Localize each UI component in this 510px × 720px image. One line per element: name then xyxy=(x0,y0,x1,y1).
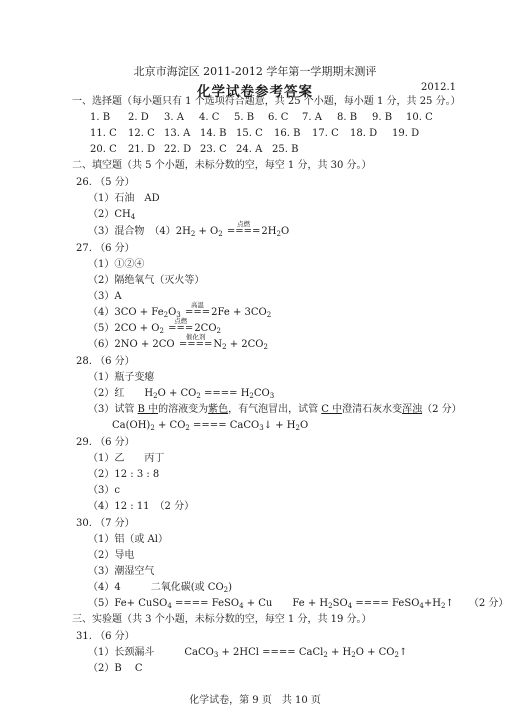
answer-item: 8. B xyxy=(337,112,358,123)
q30-line1: （1）铝（或 Al） xyxy=(88,534,168,545)
doc-date: 2012.1 xyxy=(421,82,456,93)
answer-item: 23. C xyxy=(200,144,227,155)
q26-line1: （1）石油 AD xyxy=(88,193,160,204)
q28-line1: （1）瓶子变瘪 xyxy=(88,372,155,383)
q28-line4: $Ca(OH)_2 + CO_2$ ==== CaCO$_3$↓ + $H_2O$ xyxy=(112,420,309,432)
q29-title: 29. （6 分） xyxy=(76,437,135,448)
answer-item: 4. C xyxy=(199,112,220,123)
q30-line2: （2）导电 xyxy=(88,550,135,561)
q27-line1: （1）①②④ xyxy=(88,259,145,270)
answer-item: 7. A xyxy=(302,112,322,123)
q28-line2: （2）红 $H_2O + CO_2$ ==== $H_2CO_3$ xyxy=(88,388,275,400)
q27-line3: （3）A xyxy=(88,291,122,302)
answer-item: 6. C xyxy=(268,112,289,123)
answer-item: 9. B xyxy=(372,112,393,123)
q29-line1: （1）乙 丙丁 xyxy=(88,453,165,464)
answer-item: 16. B xyxy=(274,128,301,139)
reaction-arrow: 点燃 === xyxy=(168,317,194,334)
answer-item: 12. C xyxy=(128,128,155,139)
answer-item: 21. D xyxy=(128,144,156,155)
answer-item: 24. A xyxy=(236,144,263,155)
answer-item: 15. C xyxy=(236,128,263,139)
page-footer: 化学试卷，第 9 页 共 10 页 xyxy=(189,695,321,706)
answer-item: 1. B xyxy=(90,112,111,123)
section3-heading: 三、实验题（共 3 个小题，未标分数的空，每空 1 分，共 19 分。） xyxy=(72,614,372,625)
answer-item: 14. B xyxy=(200,128,227,139)
answer-item: 3. A xyxy=(164,112,184,123)
q31-line2: （2）B C xyxy=(88,663,143,674)
reaction-arrow: 高温 === xyxy=(184,301,211,318)
answer-item: 22. D xyxy=(164,144,192,155)
q30-line5: （5）Fe+ CuSO$_4$ ==== FeSO$_4$ + Cu $Fe + H_2SO_4$ ==== $FeSO_4+H_2↑$ （2 分） xyxy=(88,598,509,610)
q27-line2: （2）隔绝氧气（灭火等） xyxy=(88,275,205,286)
q29-line2: （2）12 : 3 : 8 xyxy=(88,469,160,480)
q30-line3: （3）潮湿空气 xyxy=(88,566,155,577)
q30-line4: （4）4 二氧化碳(或 $CO_2$) xyxy=(88,582,233,594)
answer-item: 2. D xyxy=(128,112,149,123)
q28-title: 28. （6 分） xyxy=(76,356,135,367)
answer-item: 10. C xyxy=(406,112,433,123)
q27-line4: $(4)3CO + Fe_2O_3$ 高温 $===2Fe + 3CO_2$ xyxy=(88,301,272,319)
q26-line3: （3）混合物 $(4)2H_2 + O_2$ 点燃 $====2H_2O$ xyxy=(88,220,290,238)
answer-item: 17. C xyxy=(312,128,339,139)
q30-title: 30. （7 分） xyxy=(76,518,135,529)
doc-subtitle: 化学试卷参考答案 xyxy=(197,84,313,100)
q26-line2: $(2)CH_4$ xyxy=(88,209,136,221)
q31-line1: （1）长颈漏斗 CaCO$_3$ + 2HCl ==== CaCl$_2$ + $H_2O$ + $CO_2↑$ xyxy=(88,647,408,659)
answer-item: 5. B xyxy=(234,112,255,123)
doc-title: 北京市海淀区 2011-2012 学年第一学期期末测评 xyxy=(133,65,377,78)
q28-line3: （3）试管 B 中的溶液变为紫色，有气泡冒出，试管 C 中澄清石灰水变浑浊（2 分） xyxy=(88,404,462,415)
q27-line5: $(5)2CO + O_2$ 点燃 $===2CO_2$ xyxy=(88,317,221,335)
q29-line4: （4）12 : 11 （2 分） xyxy=(88,501,195,512)
q26-title: 26. （5 分） xyxy=(76,177,135,188)
answer-item: 19. D xyxy=(392,128,420,139)
answer-item: 25. B xyxy=(272,144,299,155)
section1-heading: 一、选择题（每小题只有 1 个选项符合题意，共 25 个小题，每小题 1 分，共 25 分。） xyxy=(72,96,461,107)
section2-heading: 二、填空题（共 5 个小题，未标分数的空，每空 1 分，共 30 分。） xyxy=(72,160,372,171)
answer-item: 20. C xyxy=(90,144,117,155)
answer-item: 13. A xyxy=(164,128,191,139)
answer-item: 11. C xyxy=(90,128,117,139)
reaction-arrow: 点燃 ==== xyxy=(226,220,261,237)
q27-line6: （6）2NO + 2CO 催化剂 $====N_2 + 2CO_2$ xyxy=(88,333,268,351)
reaction-arrow: 催化剂 ==== xyxy=(178,333,213,350)
q31-title: 31. （6 分） xyxy=(76,631,135,642)
answer-item: 18. D xyxy=(350,128,378,139)
q29-line3: （3）c xyxy=(88,485,120,496)
q27-title: 27. （6 分） xyxy=(76,243,135,254)
